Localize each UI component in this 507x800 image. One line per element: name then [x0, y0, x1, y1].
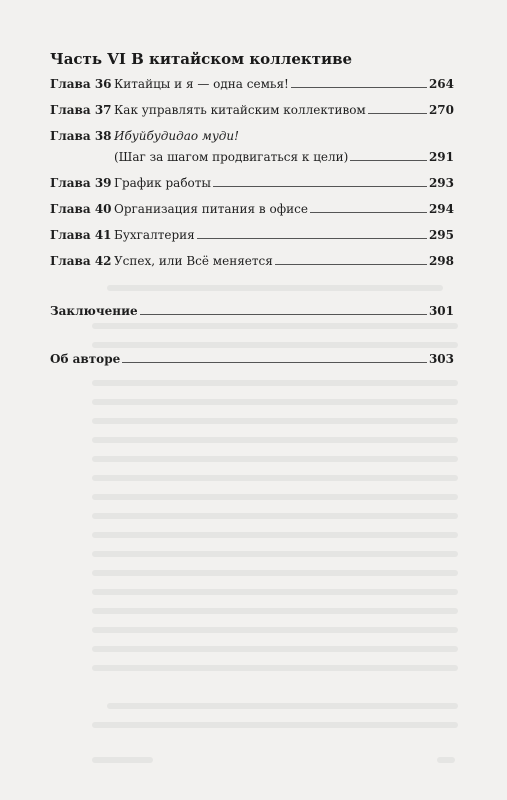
page-number: 264 — [428, 77, 454, 91]
leader-line — [140, 313, 427, 315]
toc-entry — [50, 202, 454, 216]
chapter-title: График работы — [114, 176, 211, 190]
chapter-label: Глава 40 — [50, 202, 112, 216]
chapter-label: Глава 42 — [50, 254, 112, 268]
leader-line — [291, 86, 427, 88]
toc-section — [50, 352, 454, 366]
toc-entry — [50, 254, 454, 268]
page-number: 301 — [428, 304, 454, 318]
chapter-title: Успех, или Всё меняется — [114, 254, 273, 268]
chapter-title: Организация питания в офисе — [114, 202, 308, 216]
chapter-label: Глава 39 — [50, 176, 112, 190]
section-label: Об авторе — [50, 352, 121, 366]
part-title: Часть VI В китайском коллективе — [50, 50, 353, 68]
page-number: 303 — [428, 352, 454, 366]
page-number: 298 — [428, 254, 454, 268]
toc-entry — [50, 176, 454, 190]
leader-line — [213, 185, 427, 187]
chapter-label: Глава 38 — [50, 129, 112, 143]
chapter-title: Китайцы и я — одна семья! — [114, 77, 289, 91]
chapter-title-italic: Ибуйбудидао муди! — [114, 129, 239, 143]
chapter-label: Глава 37 — [50, 103, 112, 117]
chapter-title: Как управлять китайским коллективом — [114, 103, 366, 117]
leader-line — [310, 211, 427, 213]
leader-line — [368, 112, 427, 114]
leader-line — [197, 237, 427, 239]
toc-entry — [50, 228, 454, 242]
chapter-title: (Шаг за шагом продвигаться к цели) — [114, 150, 349, 164]
chapter-label: Глава 41 — [50, 228, 112, 242]
page-number: 270 — [428, 103, 454, 117]
leader-line — [275, 263, 427, 265]
page-number: 291 — [428, 150, 454, 164]
section-label: Заключение — [50, 304, 138, 318]
toc-entry — [50, 77, 454, 91]
page-number: 295 — [428, 228, 454, 242]
toc-entry — [50, 129, 454, 143]
chapter-title: Бухгалтерия — [114, 228, 195, 242]
leader-line — [350, 159, 427, 161]
toc-section — [50, 304, 454, 318]
chapter-label: Глава 36 — [50, 77, 112, 91]
page-number: 294 — [428, 202, 454, 216]
page-number: 293 — [428, 176, 454, 190]
toc-entry — [50, 103, 454, 117]
toc-entry-continuation — [50, 150, 454, 164]
leader-line — [122, 361, 427, 363]
